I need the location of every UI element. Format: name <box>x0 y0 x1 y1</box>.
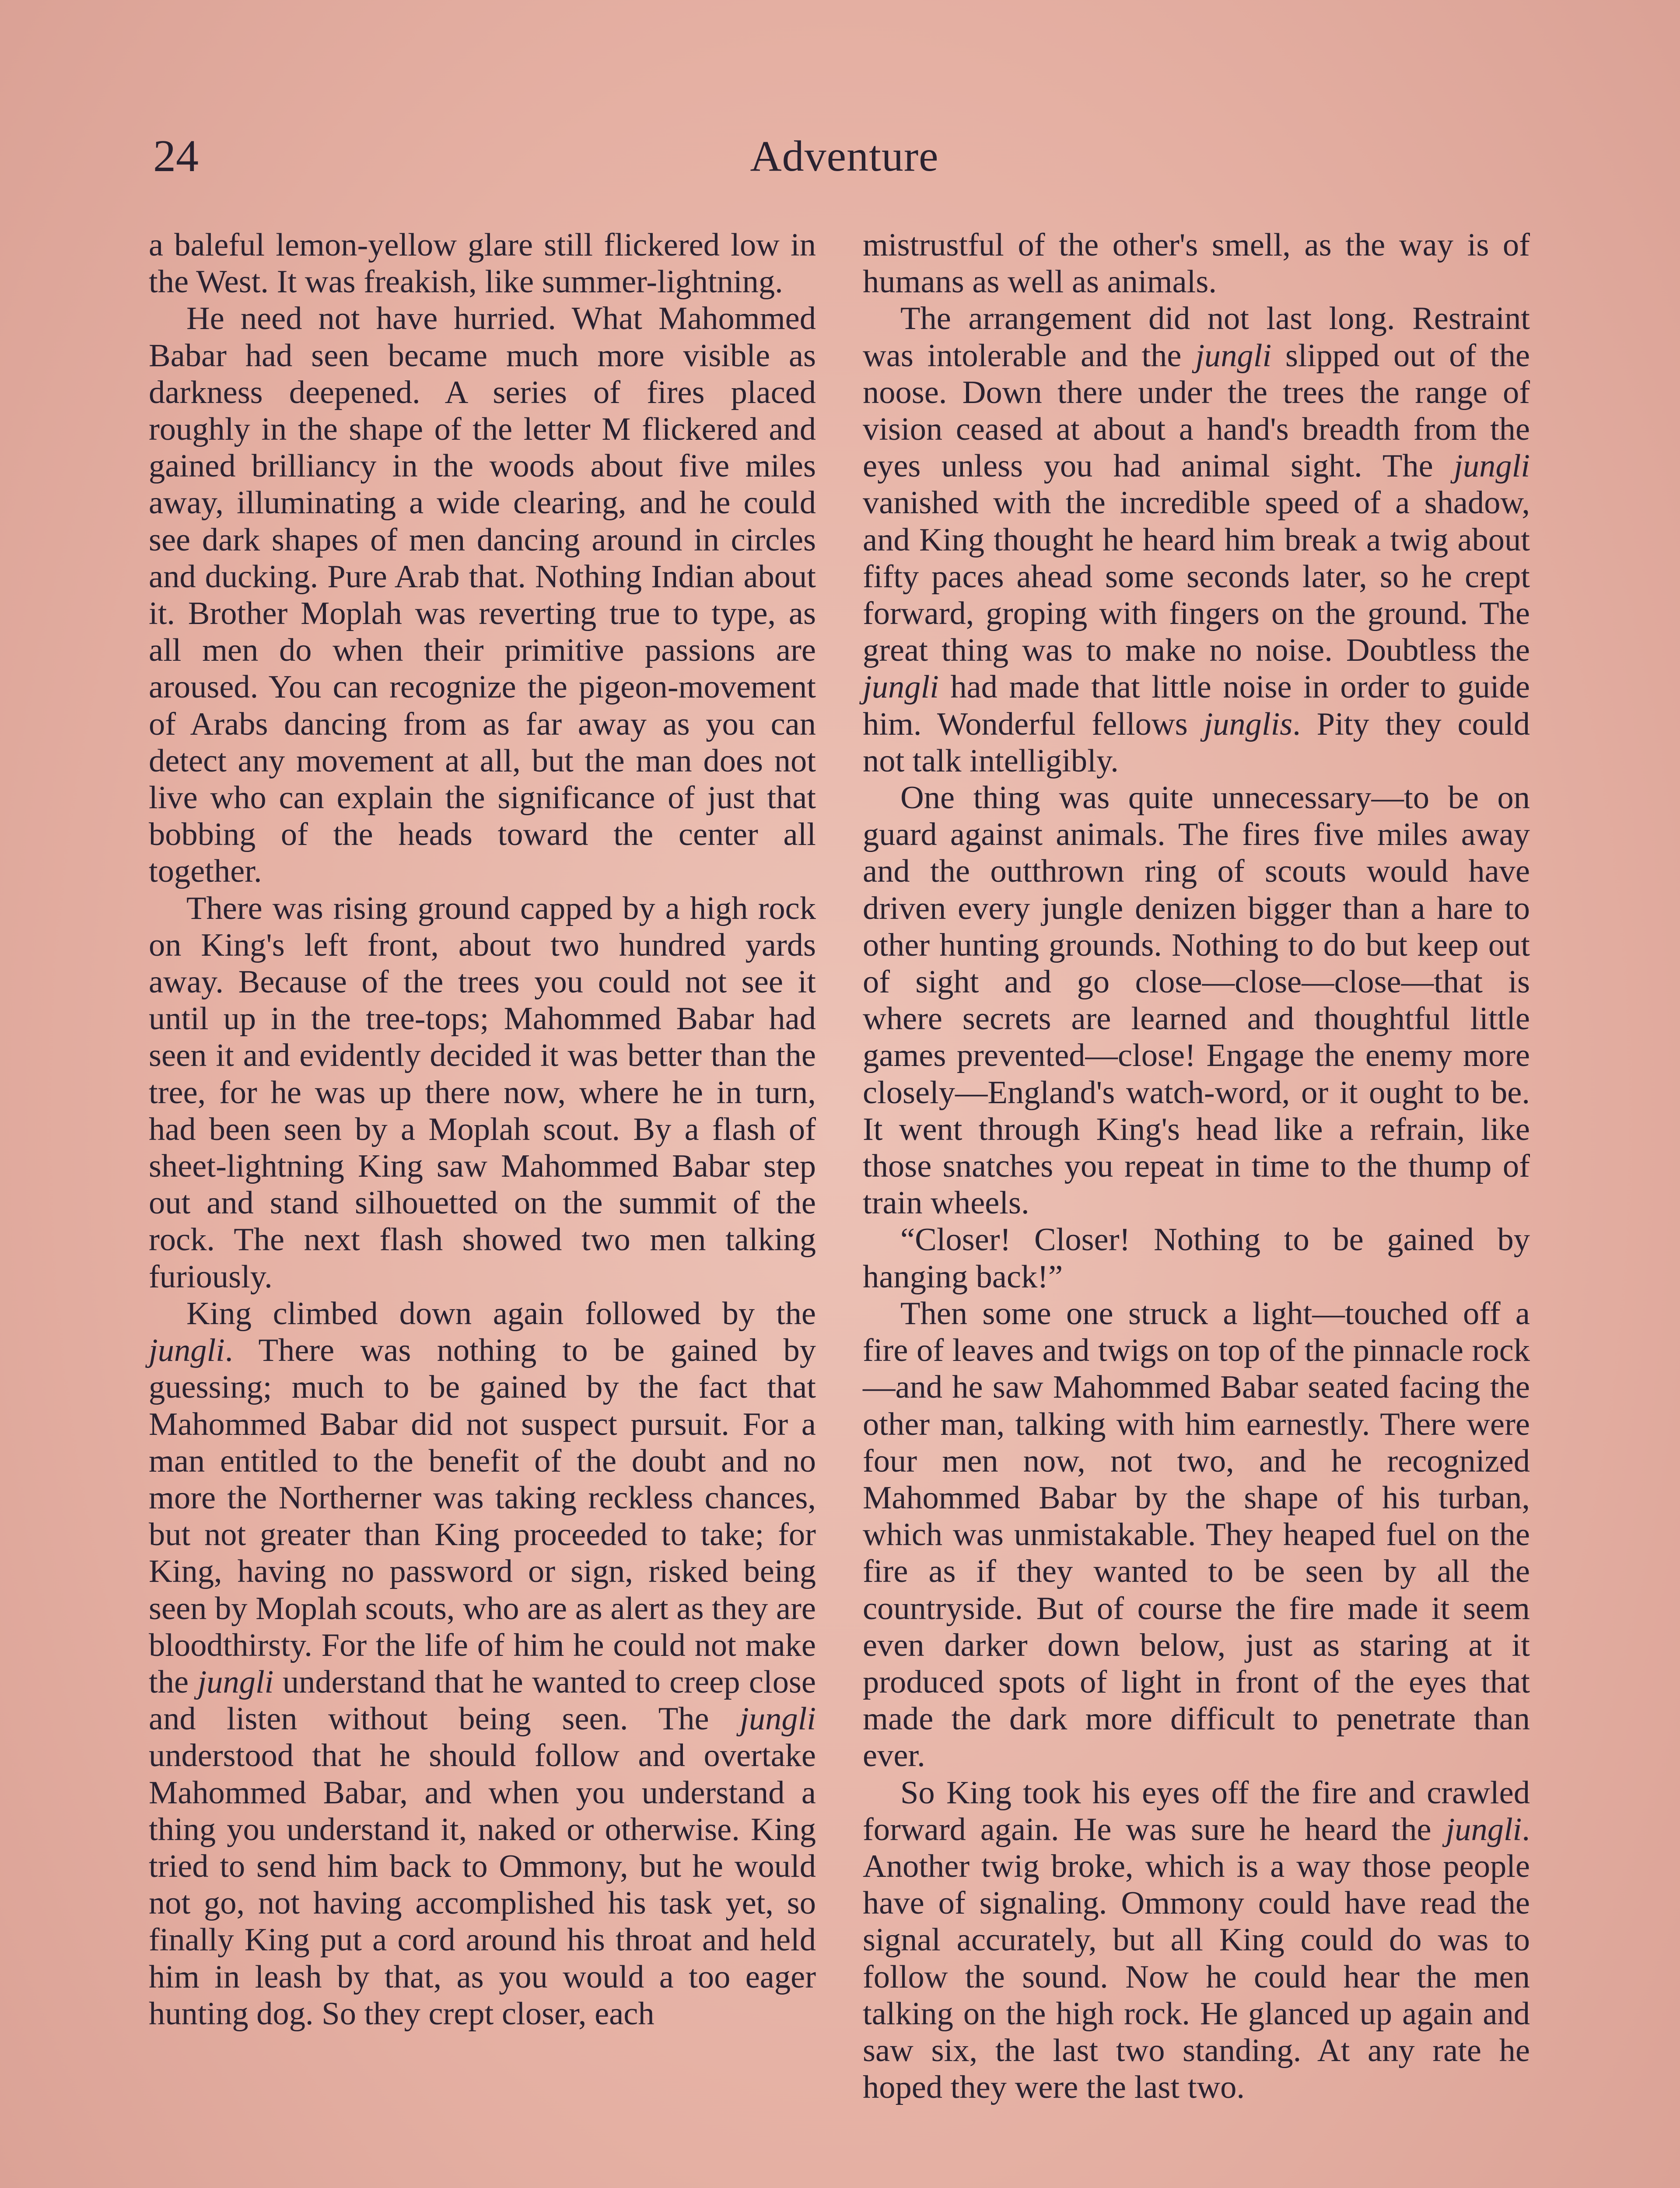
text-run: had made that little noise in order to guide him. Wonderful fellows <box>863 669 1530 742</box>
text-run: So King took his eyes off the fire and crawled forward again. He was sure he heard the <box>863 1774 1530 1848</box>
text-run: understood that he should follow and overtake Mahommed Babar, and when you understand a thing you understand it, naked or otherwise. King tried to send him back to Ommony, but he would not go, not having accomplished his task yet, so finally King put a cord around his throat and held him in leash by that, as you would a too eager hunting dog. So they crept closer, each <box>149 1738 816 2032</box>
italic-word: jungli <box>740 1701 816 1737</box>
paragraph: mistrustful of the other's smell, as the way is of humans as well as animals. <box>863 227 1530 300</box>
italic-word: jungli <box>197 1664 274 1700</box>
paragraph: “Closer! Closer! Nothing to be gained by hanging back!” <box>863 1222 1530 1295</box>
paragraph <box>863 300 1530 779</box>
paragraph: One thing was quite unnecessary—to be on guard against animals. The fires five miles away and the outthrown ring of scouts would have driven every jungle denizen bigger than a hare to other hunting grounds. Nothing to do but keep out of sight and go close—close—close—that is where secrets are learned and thoughtful little games prevented—close! Engage the enemy more closely—England's watch-word, or it ought to be. It went through King's head like a refrain, like those snatches you repeat in time to the thump of train wheels. <box>863 780 1530 1221</box>
italic-word: jungli <box>1454 448 1530 484</box>
paragraph <box>149 1295 816 2032</box>
right-column <box>863 227 1530 2106</box>
italic-word: junglis <box>1204 706 1293 742</box>
italic-word: jungli <box>863 669 939 705</box>
page-number: 24 <box>153 131 199 181</box>
text-run: . Another twig broke, which is a way those people have of signaling. Ommony could have read the signal accurately, but all King could do was to follow the sound. Now he could hear the men talking on the high rock. He glanced up again and saw six, the last two standing. At any rate he hoped they were the last two. <box>863 1811 1530 2106</box>
paragraph: There was rising ground capped by a high rock on King's left front, about two hundred yards away. Because of the trees you could not see it until up in the tree-tops; Mahommed Babar had seen it and evidently decided it was better than the tree, for he was up there now, where he in turn, had been seen by a Moplah scout. By a flash of sheet-lightning King saw Mahommed Babar step out and stand silhouetted on the summit of the rock. The next flash showed two men talking furiously. <box>149 890 816 1295</box>
text-run: . Pity they could not talk intelligibly. <box>863 706 1530 779</box>
page-header <box>149 128 1540 193</box>
italic-word: jungli <box>1195 337 1272 374</box>
paragraph: Then some one struck a light—touched off a fire of leaves and twigs on top of the pinnacle rock—and he saw Mahommed Babar seated facing the other man, talking with him earnestly. There were four men now, not two, and he recognized Mahommed Babar by the shape of his turban, which was unmistakable. They heaped fuel on the fire as if they wanted to be seen by all the countryside. But of course the fire made it seem even darker down below, just as staring at it produced spots of light in front of the eyes that made the dark more difficult to penetrate than ever. <box>863 1295 1530 1774</box>
text-run: understand that he wanted to creep close and listen without being seen. The <box>149 1664 816 1737</box>
text-run: King climbed down again followed by the <box>186 1295 816 1332</box>
paragraph: He need not have hurried. What Mahommed Babar had seen became much more visible as darkness deepened. A series of fires placed roughly in the shape of the letter M flickered and gained brilliancy in the woods about five miles away, illuminating a wide clearing, and he could see dark shapes of men dancing around in circles and ducking. Pure Arab that. Nothing Indian about it. Brother Moplah was reverting true to type, as all men do when their primitive passions are aroused. You can recognize the pigeon-movement of Arabs dancing from as far away as you can detect any movement at all, but the man does not live who can explain the significance of just that bobbing of the heads toward the center all together. <box>149 301 816 890</box>
left-column <box>149 227 816 2032</box>
text-run: vanished with the incredible speed of a shadow, and King thought he heard him break a twig about fifty paces ahead some seconds later, so he crept forward, groping with fingers on the ground. The great thing was to make no noise. Doubtless the <box>863 485 1530 669</box>
text-run: . There was nothing to be gained by guessing; much to be gained by the fact that Mahommed Babar did not suspect pursuit. For a man entitled to the benefit of the doubt and no more the Northerner was taking reckless chances, but not greater than King proceeded to take; for King, having no password or sign, risked being seen by Moplah scouts, who are as alert as they are bloodthirsty. For the life of him he could not make the <box>149 1332 816 1700</box>
running-title: Adventure <box>750 132 939 180</box>
text-run: The arrangement did not last long. Restraint was intolerable and the <box>863 301 1530 374</box>
italic-word: jungli <box>1446 1811 1522 1848</box>
italic-word: jungli <box>149 1332 225 1369</box>
text-run: slipped out of the noose. Down there under the trees the range of vision ceased at about a hand's breadth from the eyes unless you had animal sight. The <box>863 337 1530 484</box>
paragraph <box>863 1774 1530 2106</box>
paragraph: a baleful lemon-yellow glare still flickered low in the West. It was freakish, like summer-lightning. <box>149 227 816 300</box>
